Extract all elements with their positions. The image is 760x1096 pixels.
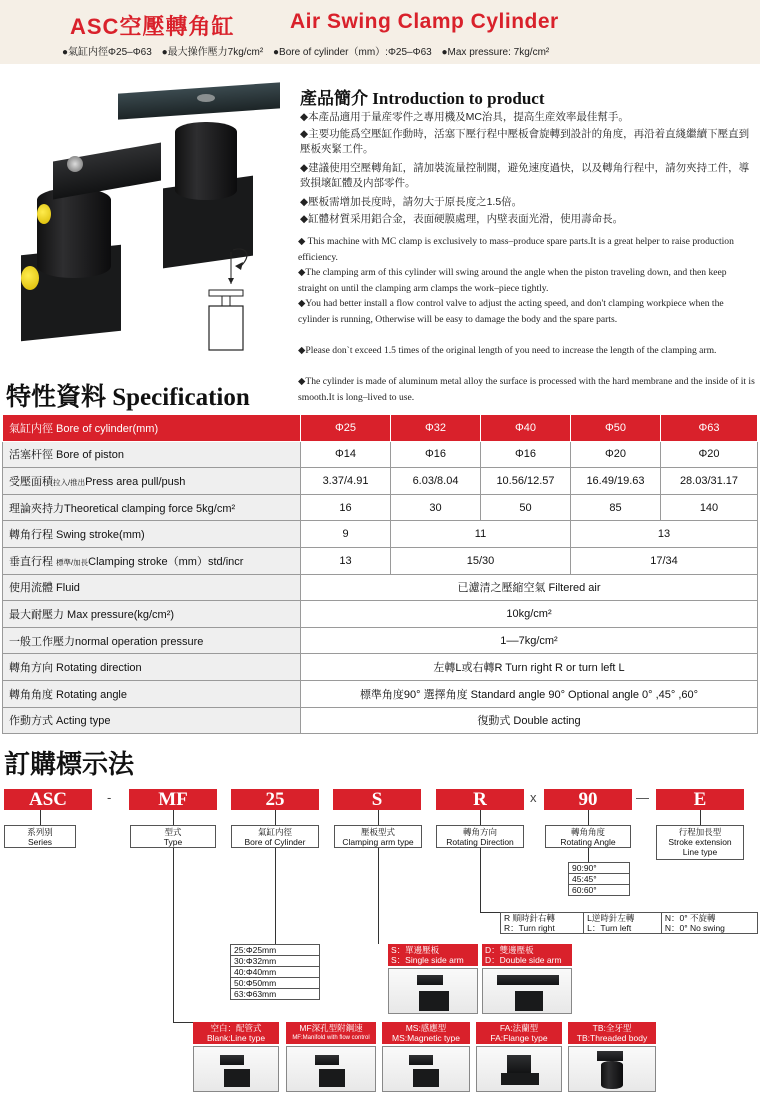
spec-cell: 13 (571, 521, 758, 548)
front-cylinder-body (37, 188, 111, 278)
spec-cell: 30 (391, 494, 481, 521)
spec-row (3, 441, 758, 468)
spec-row (3, 521, 758, 548)
label-bore (231, 825, 319, 848)
angle-option: 45:45° (569, 874, 630, 885)
back-clamp-arm (118, 82, 280, 119)
spec-cell: 1––7kg/cm² (301, 627, 758, 654)
connector (480, 912, 500, 913)
separator: - (107, 790, 112, 805)
bore-option: 25:Φ25mm (231, 945, 320, 956)
type-cn: MS:感應型 (405, 1023, 447, 1033)
flange-type-thumb (476, 1046, 562, 1092)
label-type (130, 825, 216, 848)
page-title-cn: ASC空壓轉角缸 (70, 14, 235, 39)
arm-option-double (482, 944, 572, 966)
spec-row-label: 一般工作壓力normal operation pressure (3, 627, 301, 654)
type-option-threaded (568, 1022, 656, 1044)
label-cn: 行程加長型 (678, 827, 722, 837)
connector (588, 810, 589, 825)
product-photo (15, 78, 295, 368)
spec-row (3, 468, 758, 495)
spec-row-label: 活塞杆徑 Bore of piston (3, 441, 301, 468)
label-en: Clamping arm type (342, 837, 414, 847)
spec-row (3, 654, 758, 681)
spec-row-label: 轉角行程 Swing stroke(mm) (3, 521, 301, 548)
spec-pressure-en: ●Max pressure: 7kg/cm² (441, 47, 550, 58)
label-en-2: Line type (682, 847, 718, 857)
intro-en-bullet: ◆You had better install a flow control valve to adjust the acting speed, and don't clamping workpiece when the cylinder is running, Otherwise will be easy to damage the body and the spare parts. (298, 298, 724, 325)
spec-cell: 15/30 (391, 547, 571, 574)
spec-row (3, 707, 758, 734)
spec-header-cell: Φ40 (481, 415, 571, 442)
spec-cell: 11 (391, 521, 571, 548)
manifold-type-thumb (286, 1046, 376, 1092)
back-cylinder-body (175, 122, 237, 200)
intro-cn-bullet: ◆建議使用空壓轉角缸，請加裝流量控制閥，避免速度過快，以及轉角行程中，請勿夾持工件，導致損壞缸體及内部零件。 (300, 162, 750, 189)
front-port-bottom (21, 266, 39, 290)
code-bore: 25 (231, 789, 319, 810)
spec-cell: 85 (571, 494, 661, 521)
direction-option-n (661, 913, 757, 934)
spec-row (3, 627, 758, 654)
swing-motion-diagram (195, 244, 265, 354)
spec-label-small: 標準/加長 (56, 557, 89, 567)
spec-header-cell: Φ50 (571, 415, 661, 442)
type-option-line (193, 1022, 279, 1044)
code-extension: E (656, 789, 744, 810)
type-en: Blank:Line type (206, 1033, 266, 1043)
spec-cell: Φ20 (571, 441, 661, 468)
type-en: TB:Threaded body (576, 1033, 648, 1043)
spec-header-cell: Φ63 (661, 415, 758, 442)
spec-cell: 10kg/cm² (301, 601, 758, 628)
type-cn: 空白：配管式 (210, 1023, 262, 1033)
label-arm (334, 825, 422, 848)
back-arm-bolt (197, 94, 215, 102)
spec-header-cell: Φ25 (301, 415, 391, 442)
arm-cn: S：單邊壓板 (391, 945, 440, 955)
label-en: Series (27, 837, 53, 847)
spec-table (2, 414, 758, 734)
label-en: Stroke extension (668, 837, 732, 847)
connector (480, 810, 481, 825)
spec-row-label (3, 468, 301, 495)
connector (480, 848, 481, 912)
spec-cell: 左轉L或右轉R Turn right R or turn left L (301, 654, 758, 681)
type-en: MS:Magnetic type (391, 1033, 461, 1043)
bore-option: 30:Φ32mm (231, 956, 320, 967)
spec-cell: Φ20 (661, 441, 758, 468)
spec-cell: 6.03/8.04 (391, 468, 481, 495)
spec-cell: 16 (301, 494, 391, 521)
spec-cell: Φ16 (481, 441, 571, 468)
separator: — (636, 790, 649, 805)
code-series: ASC (4, 789, 92, 810)
connector (275, 810, 276, 825)
intro-title: 產品簡介 Introduction to product (300, 89, 545, 108)
bore-options (230, 944, 320, 1000)
direction-option-l (584, 913, 662, 934)
spec-row-label: 轉角角度 Rotating angle (3, 680, 301, 707)
spec-bore-en: ●Bore of cylinder（mm）:Φ25–Φ63 (272, 47, 432, 58)
intro-cn-bullet: ◆本產品適用于量産零件之專用機及MC治具，提高生産效率最佳幫手。 (300, 111, 629, 123)
spec-row (3, 680, 758, 707)
direction-en: N：0° No swing (664, 923, 725, 933)
magnetic-type-thumb (382, 1046, 470, 1092)
arm-en: S：Single side arm (391, 955, 464, 965)
intro-cn-bullet: ◆壓板需增加長度時，請勿大于原長度之1.5倍。 (300, 196, 523, 208)
intro-en-bullet: ◆Please don`t exceed 1.5 times of the original length of you need to increase the length of the clamping arm. (298, 345, 717, 356)
spec-cell: 28.03/31.17 (661, 468, 758, 495)
connector (275, 848, 276, 944)
connector (173, 848, 174, 1022)
label-cn: 型式 (164, 827, 182, 837)
bore-option: 63:Φ63mm (231, 989, 320, 1000)
label-en: Rotating Angle (560, 837, 616, 847)
line-type-thumb (193, 1046, 279, 1092)
label-cn: 轉角方向 (462, 827, 497, 837)
arm-en: D：Double side arm (485, 955, 562, 965)
intro-en-bullet: ◆The clamping arm of this cylinder will swing around the angle when the piston traveling down, and then keep straight on until the clamping arm clamps the work–piece tightly. (298, 267, 727, 294)
spec-cell: 17/34 (571, 547, 758, 574)
spec-header-row (3, 415, 758, 442)
direction-en: R：Turn right (504, 923, 555, 933)
direction-cn: R 順時針右轉 (504, 913, 556, 923)
spec-row (3, 574, 758, 601)
intro-en-bullet: ◆ This machine with MC clamp is exclusively to mass–produce spare parts.It is a great helper to raise production efficiency. (298, 236, 734, 263)
label-cn: 氣缸内徑 (257, 827, 292, 837)
code-direction: R (436, 789, 524, 810)
spec-row (3, 494, 758, 521)
type-en: FA:Flange type (490, 1033, 548, 1043)
spec-cell: 已濾清之壓縮空氣 Filtered air (301, 574, 758, 601)
spec-cell: 標準角度90° 選擇角度 Standard angle 90° Optional angle 0° ,45° ,60° (301, 680, 758, 707)
header-spec-line (62, 43, 556, 58)
spec-row-label: 轉角方向 Rotating direction (3, 654, 301, 681)
front-clamp-arm (53, 142, 161, 199)
spec-row-label: 作動方式 Acting type (3, 707, 301, 734)
connector (378, 810, 379, 825)
spec-cell: 140 (661, 494, 758, 521)
code-type: MF (129, 789, 217, 810)
separator: x (530, 790, 537, 805)
connector (173, 810, 174, 825)
direction-option-r (501, 913, 584, 934)
label-direction (436, 825, 524, 848)
spec-header-label: 氣缸内徑 Bore of cylinder(mm) (3, 415, 301, 442)
label-series (4, 825, 76, 848)
arm-cn: D：雙邊壓板 (485, 945, 534, 955)
spec-label-small: 拉入/推出 (53, 477, 86, 487)
spec-label-cn: 垂直行程 (9, 555, 53, 568)
connector (173, 1022, 193, 1023)
front-arm-bolt (67, 156, 83, 172)
intro-en-bullet: ◆The cylinder is made of aluminum metal alloy the surface is processed with the hard membrane and the inside of it is smooth.It is long–lived to use. (298, 376, 755, 403)
spec-cell: 16.49/19.63 (571, 468, 661, 495)
spec-cell: 9 (301, 521, 391, 548)
page-title-en: Air Swing Clamp Cylinder (290, 10, 559, 33)
spec-pressure-cn: ●最大操作壓力7kg/cm² (161, 47, 264, 58)
spec-label-cn: 受壓面積 (9, 475, 53, 488)
bore-option: 50:Φ50mm (231, 978, 320, 989)
spec-header-cell: Φ32 (391, 415, 481, 442)
label-extension (656, 825, 744, 860)
label-en: Type (163, 837, 183, 847)
label-angle (545, 825, 631, 848)
direction-en: L：Turn left (587, 923, 632, 933)
spec-label-en: Clamping stroke（mm）std/incr (88, 555, 244, 568)
intro-cn-bullet: ◆缸體材質采用鋁合金，表面硬膜處理，内壁表面光滑，使用壽命長。 (300, 213, 624, 225)
connector (700, 810, 701, 825)
spec-row-label: 最大耐壓力 Max pressure(kg/cm²) (3, 601, 301, 628)
arm-option-single (388, 944, 478, 966)
bore-option: 40:Φ40mm (231, 967, 320, 978)
threaded-type-thumb (568, 1046, 656, 1092)
type-cn: TB:全牙型 (592, 1023, 632, 1033)
spec-cell: 10.56/12.57 (481, 468, 571, 495)
double-arm-thumb (482, 968, 572, 1014)
code-arm: S (333, 789, 421, 810)
spec-title: 特性資料 Specification (6, 384, 250, 411)
spec-cell: 復動式 Double acting (301, 707, 758, 734)
type-en: MF:Manifold with flow control (292, 1035, 370, 1041)
type-cn: FA:法蘭型 (499, 1023, 539, 1033)
type-option-magnetic (382, 1022, 470, 1044)
angle-option: 90:90° (569, 863, 630, 874)
spec-cell: 3.37/4.91 (301, 468, 391, 495)
type-option-manifold (286, 1022, 376, 1044)
code-angle: 90 (544, 789, 632, 810)
single-arm-thumb (388, 968, 478, 1014)
spec-row-label (3, 547, 301, 574)
order-title: 訂購標示法 (4, 749, 135, 779)
spec-cell: Φ16 (391, 441, 481, 468)
spec-row (3, 601, 758, 628)
label-cn: 轉角角度 (570, 827, 605, 837)
spec-label-en: Press area pull/push (85, 475, 186, 488)
spec-row-label: 理論夾持力Theoretical clamping force 5kg/cm² (3, 494, 301, 521)
spec-cell: 13 (301, 547, 391, 574)
label-cn: 壓板型式 (360, 827, 395, 837)
connector (378, 848, 379, 944)
spec-cell: Φ14 (301, 441, 391, 468)
connector (40, 810, 41, 825)
intro-cn-bullet: ◆主要功能爲空壓缸作動時，活塞下壓行程中壓板會旋轉到設計的角度，再沿着直綫繼續下壓直到壓板夾緊工件。 (300, 128, 750, 155)
label-en: Rotating Direction (446, 837, 514, 847)
direction-cn: L逆時針左轉 (587, 913, 635, 923)
front-port-top (37, 204, 51, 224)
spec-bore-cn: ●氣缸内徑Φ25–Φ63 (62, 47, 152, 58)
spec-cell: 50 (481, 494, 571, 521)
type-option-flange (476, 1022, 562, 1044)
spec-row (3, 547, 758, 574)
direction-options (500, 912, 758, 934)
type-cn: MF深孔型附鋼速 (299, 1023, 363, 1033)
direction-cn: N：0° 不旋轉 (664, 913, 716, 923)
label-cn: 系列别 (27, 827, 53, 837)
spec-row-label: 使用流體 Fluid (3, 574, 301, 601)
connector (588, 848, 589, 862)
angle-options (568, 862, 630, 896)
label-en: Bore of Cylinder (244, 837, 306, 847)
angle-option: 60:60° (569, 885, 630, 896)
